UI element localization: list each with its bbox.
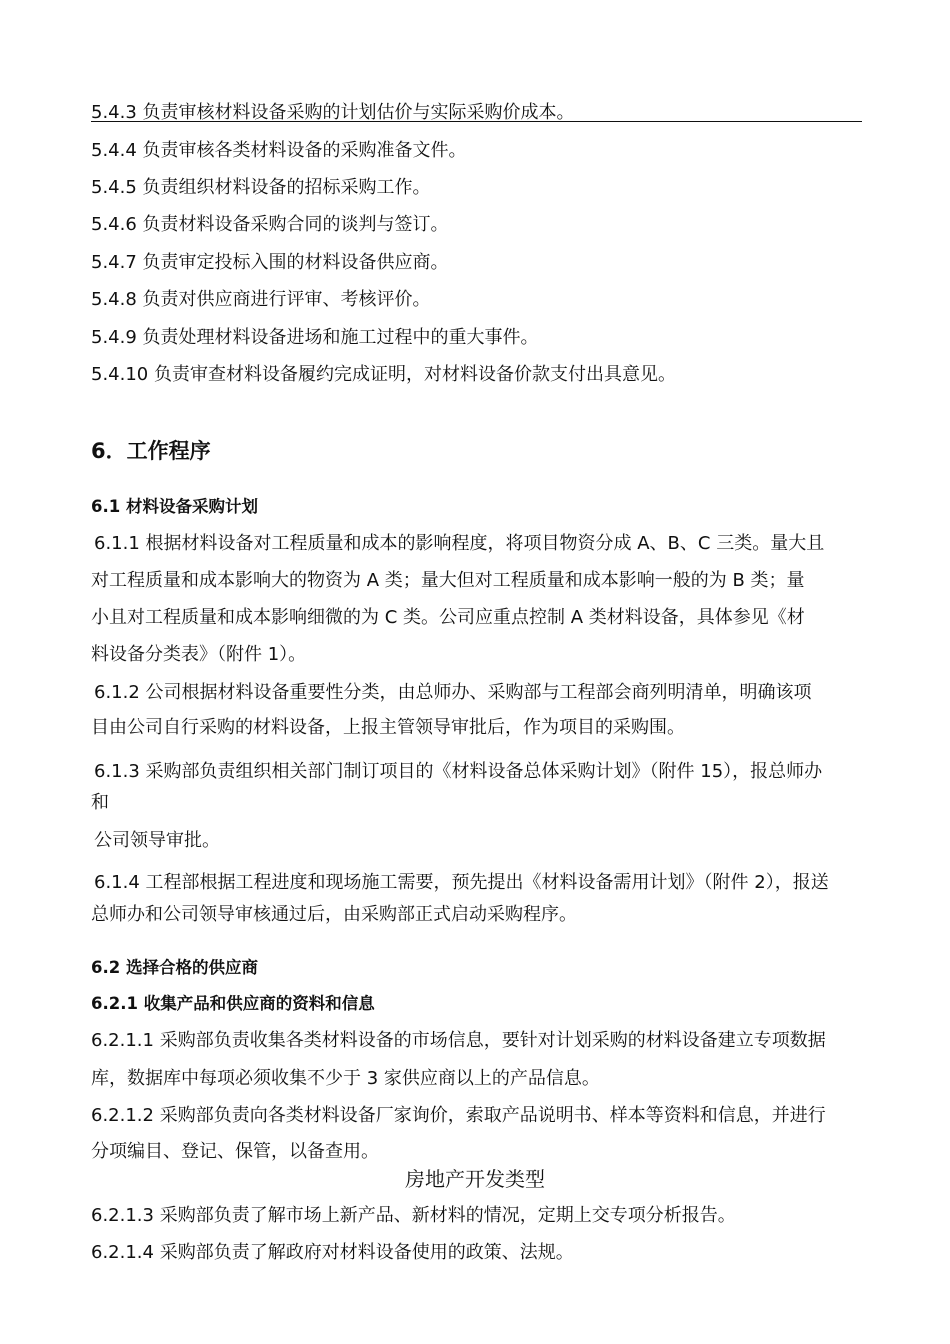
subsection-heading: 6.2.1 收集产品和供应商的资料和信息 (91, 994, 375, 1013)
paragraph-line: 分项编目、登记、保管，以备查用。 (91, 1141, 379, 1162)
subsection-heading: 6.1 材料设备采购计划 (91, 497, 258, 516)
paragraph-line: 6.1.2 公司根据材料设备重要性分类，由总师办、采购部与工程部会商列明清单，明确该项 (94, 682, 812, 703)
section-heading: 6．工作程序 (91, 439, 211, 463)
paragraph-line: 6.2.1.3 采购部负责了解市场上新产品、新材料的情况，定期上交专项分析报告。 (91, 1205, 736, 1226)
paragraph-line: 5.4.8 负责对供应商进行评审、考核评价。 (91, 289, 431, 310)
paragraph-line: 目由公司自行采购的材料设备，上报主管领导审批后，作为项目的采购围。 (91, 717, 685, 738)
paragraph-line: 和 (91, 792, 109, 813)
paragraph-line: 公司领导审批。 (94, 830, 220, 851)
paragraph-line: 5.4.7 负责审定投标入围的材料设备供应商。 (91, 252, 449, 273)
subsection-heading: 6.2 选择合格的供应商 (91, 958, 258, 977)
page-footer-title: 房地产开发类型 (405, 1167, 545, 1191)
paragraph-line: 5.4.10 负责审查材料设备履约完成证明，对材料设备价款支付出具意见。 (91, 364, 676, 385)
paragraph-line: 总师办和公司领导审核通过后，由采购部正式启动采购程序。 (91, 904, 577, 925)
paragraph-line: 6.1.1 根据材料设备对工程质量和成本的影响程度，将项目物资分成 A、B、C 三类。量大且 (94, 533, 825, 554)
paragraph-line: 5.4.4 负责审核各类材料设备的采购准备文件。 (91, 140, 467, 161)
paragraph-line: 6.1.3 采购部负责组织相关部门制订项目的《材料设备总体采购计划》（附件 15），报总师办 (94, 761, 823, 782)
paragraph-line: 料设备分类表》（附件 1）。 (91, 644, 307, 665)
paragraph-line: 5.4.6 负责材料设备采购合同的谈判与签订。 (91, 214, 449, 235)
paragraph-line: 6.2.1.2 采购部负责向各类材料设备厂家询价，索取产品说明书、样本等资料和信息，并进行 (91, 1105, 826, 1126)
paragraph-line: 5.4.9 负责处理材料设备进场和施工过程中的重大事件。 (91, 327, 539, 348)
paragraph-line: 5.4.3 负责审核材料设备采购的计划估价与实际采购价成本。 (91, 102, 575, 123)
paragraph-line: 6.2.1.1 采购部负责收集各类材料设备的市场信息，要针对计划采购的材料设备建立专项数据 (91, 1030, 826, 1051)
paragraph-line: 6.2.1.4 采购部负责了解政府对材料设备使用的政策、法规。 (91, 1242, 574, 1263)
paragraph-line: 5.4.5 负责组织材料设备的招标采购工作。 (91, 177, 431, 198)
paragraph-line: 小且对工程质量和成本影响细微的为 C 类。公司应重点控制 A 类材料设备，具体参见《材 (91, 607, 805, 628)
paragraph-line: 对工程质量和成本影响大的物资为 A 类；量大但对工程质量和成本影响一般的为 B 类；量 (91, 570, 805, 591)
paragraph-line: 库，数据库中每项必须收集不少于 3 家供应商以上的产品信息。 (91, 1068, 600, 1089)
paragraph-line: 6.1.4 工程部根据工程进度和现场施工需要，预先提出《材料设备需用计划》（附件 2），报送 (94, 872, 829, 893)
